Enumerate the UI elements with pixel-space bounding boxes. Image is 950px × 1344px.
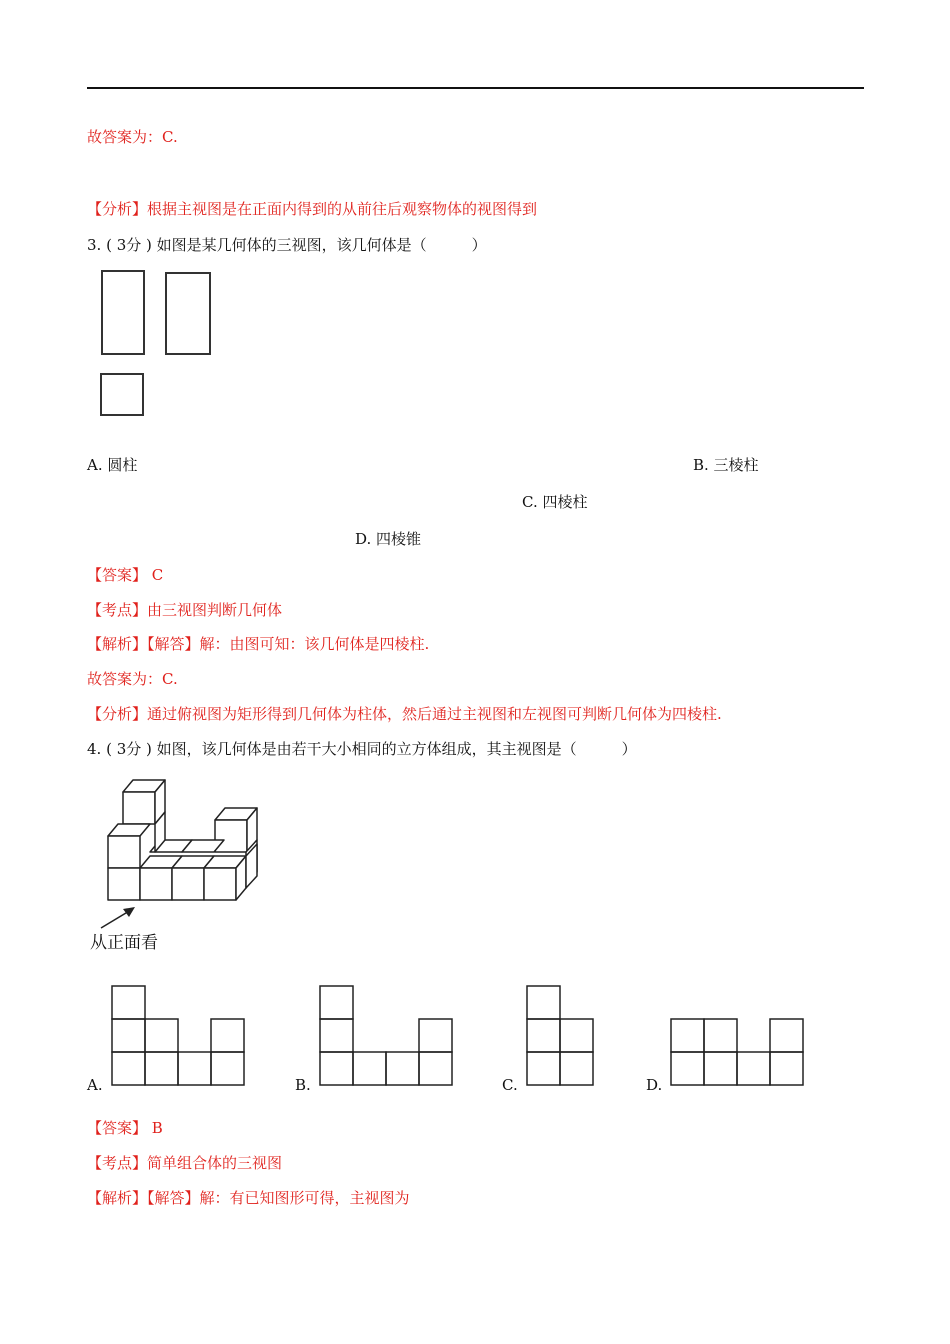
q3-jiexi: 【解析】【解答】解：由图可知：该几何体是四棱柱.: [87, 635, 430, 653]
q3-stem: 3. ( 3分 ) 如图是某几何体的三视图，该几何体是（ ）: [87, 236, 487, 254]
q3-front-view: [102, 271, 144, 354]
q3-option-c: C. 四棱柱: [522, 493, 588, 511]
q3-option-b: B. 三棱柱: [693, 456, 759, 474]
q4-option-b-figure: [320, 986, 454, 1086]
q4-jiexi: 【解析】【解答】解：有已知图形可得，主视图为: [87, 1189, 410, 1207]
header-rule: [87, 87, 864, 89]
q4-option-c-figure: [527, 986, 597, 1086]
q3-answer: 【答案】 C: [87, 566, 164, 584]
q4-option-a-figure: [112, 986, 246, 1086]
q3-answer-line: 故答案为：C.: [87, 670, 178, 688]
q3-three-views-figure: [95, 265, 225, 425]
q3-side-view: [166, 273, 210, 354]
q4-stem: 4. ( 3分 ) 如图，该几何体是由若干大小相同的立方体组成，其主视图是（ ）: [87, 740, 637, 758]
q4-option-b-label: B.: [295, 1076, 311, 1094]
q4-option-c-label: C.: [502, 1076, 518, 1094]
q4-option-a-label: A.: [87, 1076, 103, 1094]
q4-option-d-label: D.: [646, 1076, 663, 1094]
q4-cube-solid-figure: [95, 770, 275, 930]
q3-top-view: [101, 374, 143, 415]
q3-analysis: 【分析】通过俯视图为矩形得到几何体为柱体，然后通过主视图和左视图可判断几何体为四棱柱.: [87, 705, 722, 723]
prev-analysis: 【分析】根据主视图是在正面内得到的从前往后观察物体的视图得到: [87, 200, 538, 218]
q4-figure-caption: 从正面看: [90, 933, 158, 953]
q4-kaodian: 【考点】简单组合体的三视图: [87, 1154, 283, 1172]
q3-option-d: D. 四棱锥: [355, 530, 422, 548]
q3-kaodian: 【考点】由三视图判断几何体: [87, 601, 283, 619]
q3-option-a: A. 圆柱: [87, 456, 138, 474]
q4-answer: 【答案】 B: [87, 1119, 163, 1137]
prev-answer-line: 故答案为：C.: [87, 128, 178, 146]
q4-option-d-figure: [671, 1019, 805, 1089]
